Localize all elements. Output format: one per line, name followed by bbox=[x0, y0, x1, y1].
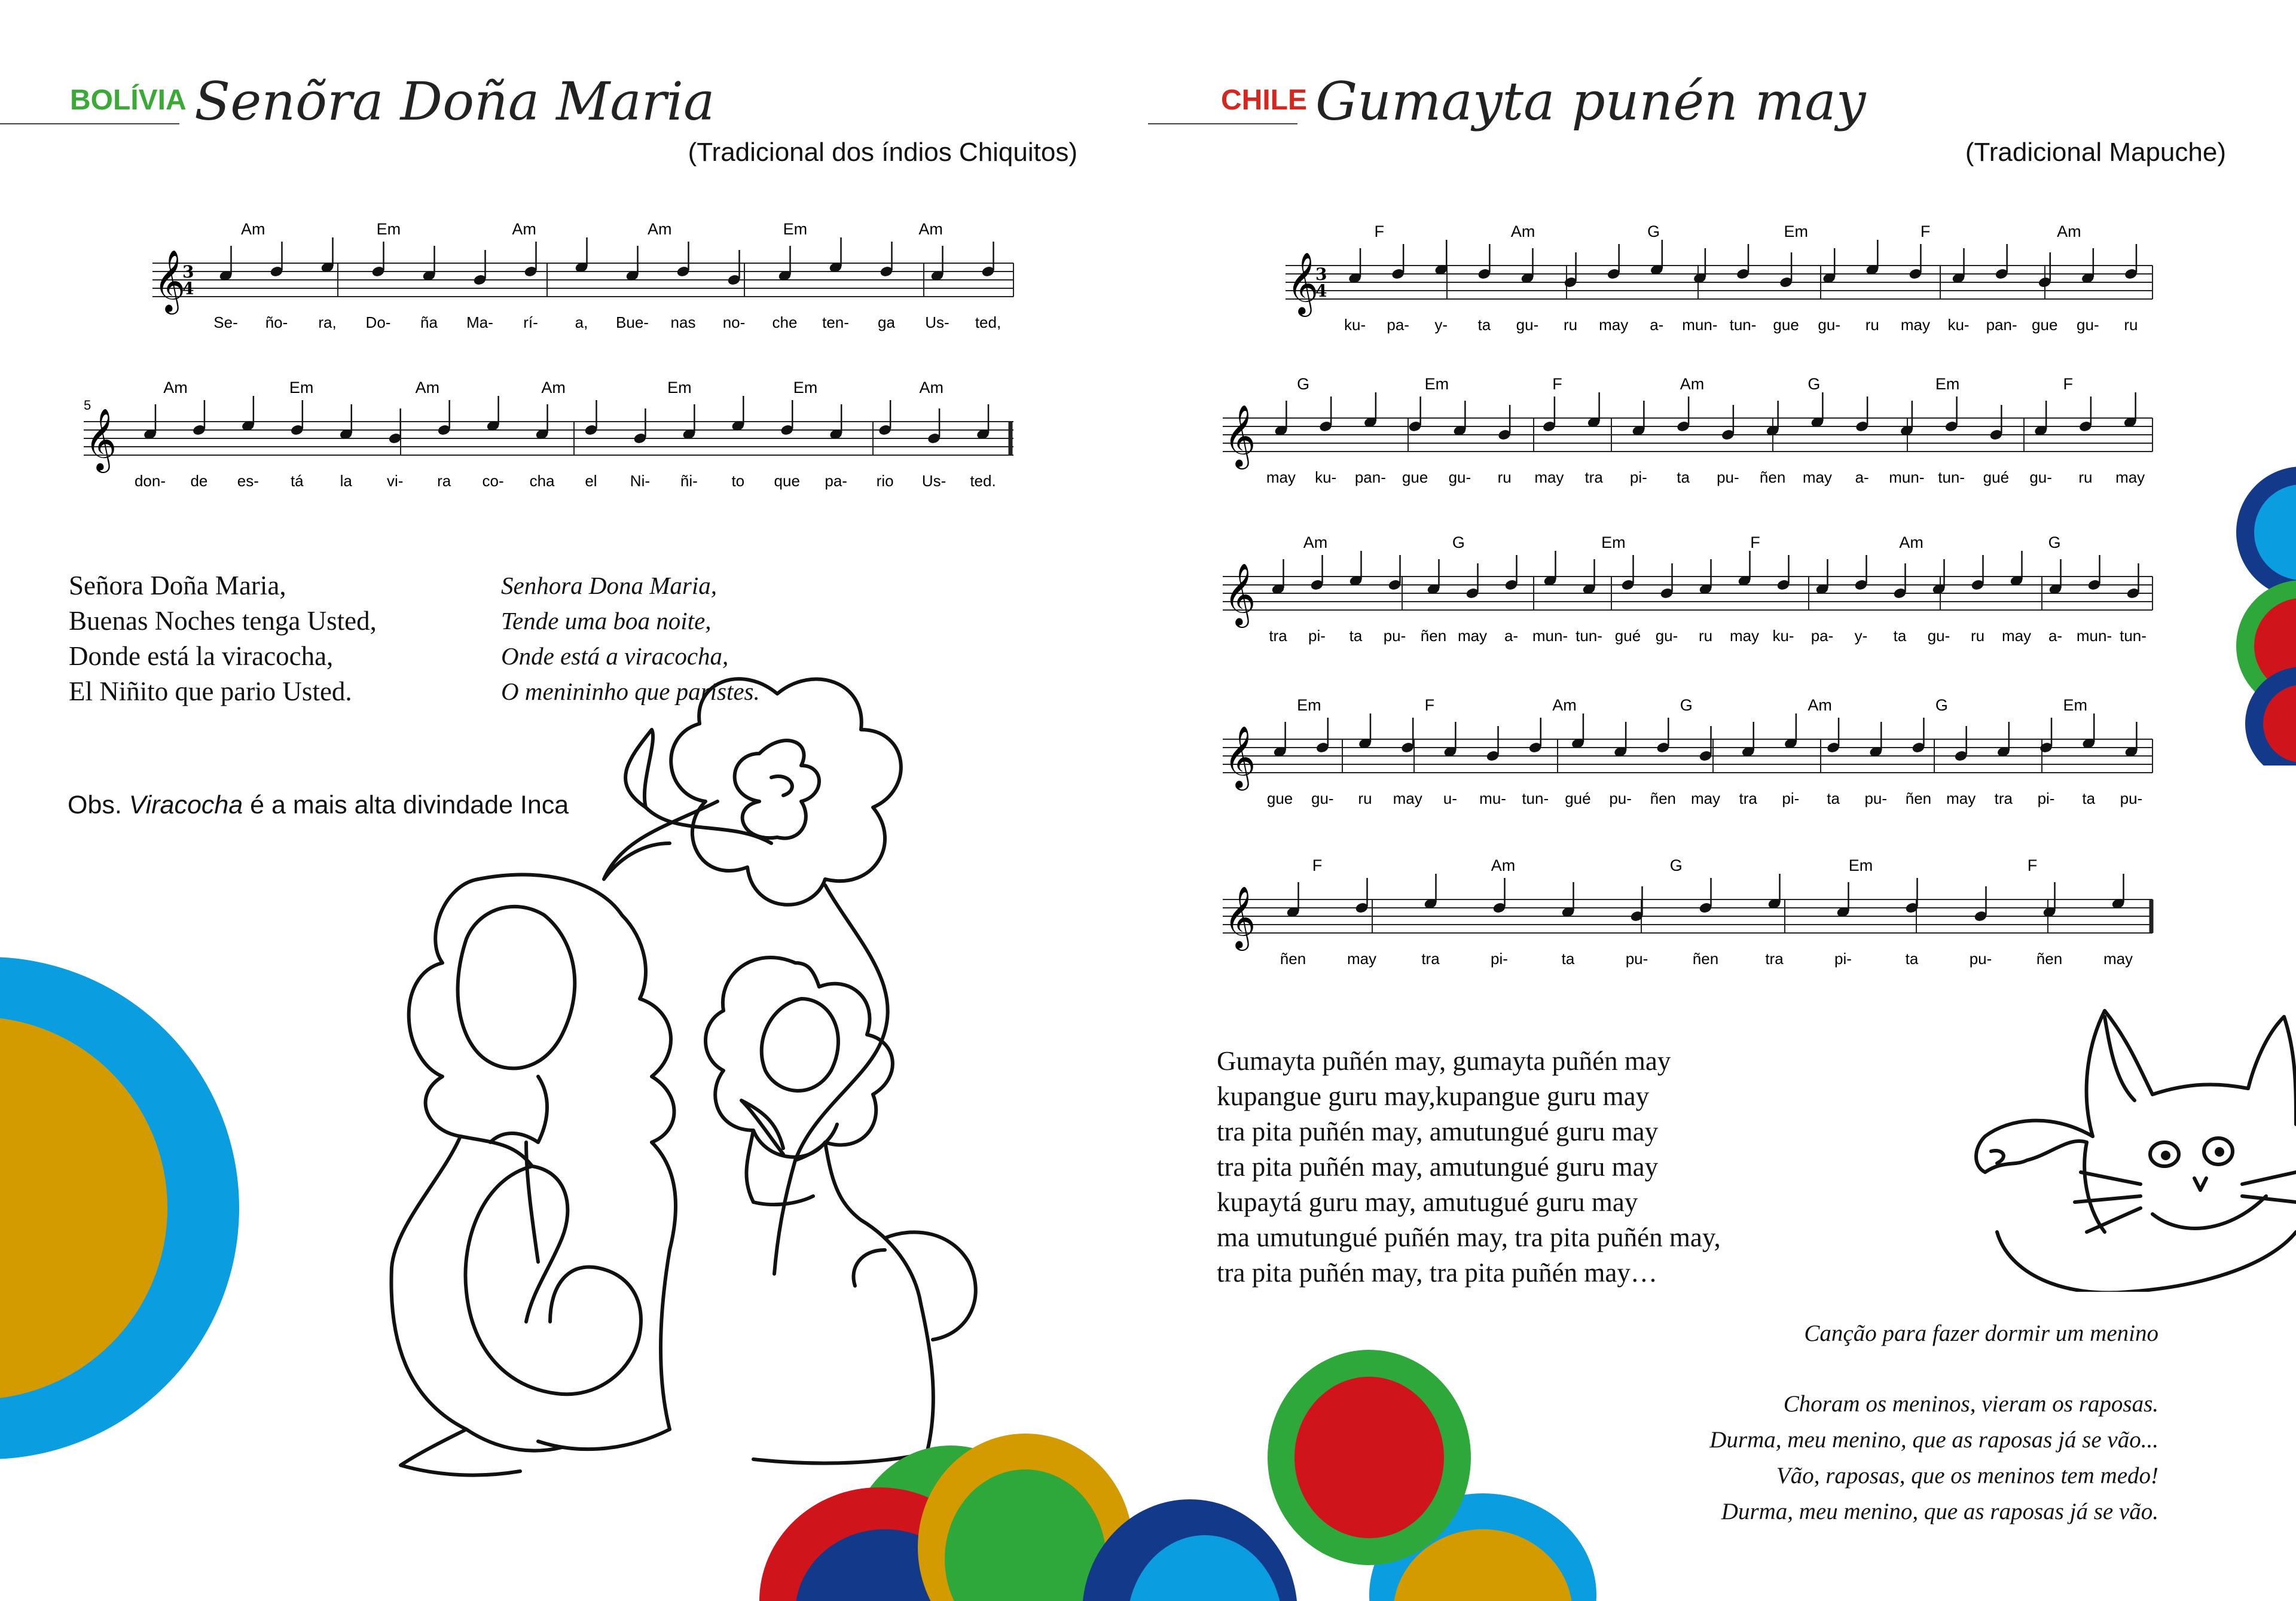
lyric-syllable: ñen bbox=[1650, 789, 1677, 807]
chord-symbol: F bbox=[1312, 856, 1323, 874]
lyric-syllable: gue bbox=[1773, 316, 1799, 334]
lyric-syllable: may bbox=[1266, 468, 1296, 486]
time-signature-bottom: 4 bbox=[1315, 281, 1327, 301]
lyric-syllable: de bbox=[190, 472, 208, 490]
chord-symbol: Am bbox=[541, 379, 566, 397]
lyric-line: kupangue guru may,kupangue guru may bbox=[1217, 1081, 1650, 1111]
chord-symbol: Em bbox=[1601, 533, 1626, 551]
right-decorative-circles bbox=[2224, 466, 2296, 766]
chord-symbol: Em bbox=[289, 379, 314, 397]
lyric-syllable: ted. bbox=[970, 472, 996, 490]
chile-system-4 bbox=[1223, 696, 2152, 807]
chord-symbol: Am bbox=[1552, 696, 1577, 714]
chile-system-5 bbox=[1223, 856, 2152, 968]
lyric-syllable: may bbox=[1802, 468, 1832, 486]
chord-symbol: Em bbox=[1297, 696, 1321, 714]
lyric-syllable: gu- bbox=[1516, 316, 1539, 334]
lyric-line: tra pita puñén may, amutungué guru may bbox=[1217, 1152, 1659, 1182]
lyric-syllable: ñen bbox=[1280, 950, 1306, 968]
chord-symbol: G bbox=[2048, 533, 2061, 551]
chile-header-rule bbox=[1148, 123, 1297, 124]
chord-symbol: Em bbox=[2063, 696, 2087, 714]
chord-symbol: G bbox=[1297, 375, 1310, 393]
lyric-syllable: may bbox=[1690, 789, 1721, 807]
lyric-syllable: may bbox=[1393, 789, 1422, 807]
lyric-syllable: gu- bbox=[2077, 316, 2099, 334]
chord-symbol: Em bbox=[667, 379, 692, 397]
chile-poem bbox=[1709, 1316, 2158, 1530]
lyric-syllable: pu- bbox=[1609, 789, 1632, 807]
chord-symbol: G bbox=[1680, 696, 1693, 714]
bolivia-country-label: BOLÍVIA bbox=[70, 84, 187, 116]
lyric-syllable: ku- bbox=[1315, 468, 1337, 486]
lyric-syllable: pi- bbox=[1491, 950, 1508, 968]
lyric-syllable: ku- bbox=[1947, 316, 1970, 334]
lyric-syllable: tra bbox=[1739, 789, 1757, 807]
lyric-syllable: tun- bbox=[1522, 789, 1549, 807]
chord-symbol: F bbox=[2027, 856, 2038, 874]
lyric-syllable: que bbox=[774, 472, 800, 490]
lyric-syllable: ñen bbox=[2036, 950, 2063, 968]
lyric-syllable: pu- bbox=[1717, 468, 1739, 486]
lyric-syllable: pu- bbox=[1864, 789, 1888, 807]
chile-song-origin: (Tradicional Mapuche) bbox=[1965, 138, 2226, 167]
chord-symbol: Am bbox=[1491, 856, 1516, 874]
obs-prefix: Obs. bbox=[68, 791, 122, 819]
staff-lines bbox=[1286, 266, 2152, 299]
chord-symbol: F bbox=[1552, 375, 1562, 393]
measure-number: 5 bbox=[84, 398, 91, 413]
chord-symbol: Em bbox=[1784, 222, 1808, 240]
treble-clef-icon: 𝄞 bbox=[1224, 404, 1256, 467]
lyric-syllable: tra bbox=[1421, 950, 1440, 968]
time-signature: 3 bbox=[182, 262, 194, 282]
lyric-syllable: ñen bbox=[1692, 950, 1719, 968]
lyric-syllable: ku- bbox=[1344, 316, 1366, 334]
lyric-syllable: u- bbox=[1443, 789, 1457, 807]
lyric-syllable: ru bbox=[1564, 316, 1578, 334]
lyric-syllable: a, bbox=[575, 313, 588, 331]
lyric-syllable: ño- bbox=[265, 313, 288, 331]
obs-term: Viracocha bbox=[129, 791, 243, 819]
lyric-syllable: a- bbox=[1650, 316, 1664, 334]
lyric-syllable: gu- bbox=[1311, 789, 1334, 807]
lyric-syllable: ta bbox=[1349, 627, 1363, 645]
chord-symbol: Am bbox=[1303, 533, 1328, 551]
lyric-line: kupaytá guru may, amutugué guru may bbox=[1217, 1187, 1638, 1217]
poem-title: Canção para fazer dormir um menino bbox=[1804, 1321, 2158, 1346]
lyric-syllable: may bbox=[1900, 316, 1930, 334]
lyric-syllable: tá bbox=[290, 472, 304, 490]
chord-symbol: Am bbox=[918, 220, 943, 238]
lyric-syllable: gu- bbox=[1927, 627, 1950, 645]
lyric-syllable: a- bbox=[1504, 627, 1519, 645]
lyric-line: Señora Doña Maria, bbox=[69, 571, 286, 600]
time-signature-bottom: 4 bbox=[182, 279, 194, 298]
chord-symbol: Am bbox=[919, 379, 944, 397]
chord-symbol: Em bbox=[1424, 375, 1449, 393]
lyric-syllable: tun- bbox=[1729, 316, 1757, 334]
lyric-syllable: ru bbox=[2124, 316, 2138, 334]
lyric-syllable: tra bbox=[1994, 789, 2013, 807]
lyric-syllable: gu- bbox=[1818, 316, 1840, 334]
lyric-syllable: ru bbox=[1698, 627, 1713, 645]
lyric-syllable: ñen bbox=[1759, 468, 1786, 486]
lyric-syllable: Ni- bbox=[630, 472, 651, 490]
lyric-syllable: ku- bbox=[1772, 627, 1794, 645]
lyric-syllable: pi- bbox=[1782, 789, 1800, 807]
lyric-syllable: ta bbox=[1905, 950, 1919, 968]
lyric-syllable: no- bbox=[722, 313, 746, 331]
lyric-syllable: ta bbox=[1677, 468, 1690, 486]
lyric-syllable: ta bbox=[1893, 627, 1907, 645]
lyric-syllable: may bbox=[1599, 316, 1629, 334]
lyric-syllable: pa- bbox=[1387, 316, 1409, 334]
treble-clef-icon: 𝄞 bbox=[1224, 563, 1256, 626]
lyric-syllable: mun- bbox=[1889, 468, 1925, 486]
lyric-syllable: tun- bbox=[2120, 627, 2147, 645]
lyric-syllable: ta bbox=[2082, 789, 2096, 807]
lyric-syllable: may bbox=[1457, 627, 1488, 645]
lyric-syllable: el bbox=[585, 472, 597, 490]
lyric-syllable: cha bbox=[529, 472, 555, 490]
treble-clef-icon: 𝄞 bbox=[85, 408, 117, 471]
chord-symbol: G bbox=[1935, 696, 1948, 714]
lyric-syllable: es- bbox=[237, 472, 259, 490]
lyric-syllable: pu- bbox=[1383, 627, 1406, 645]
chord-symbol: Am bbox=[1899, 533, 1923, 551]
lyric-syllable: ru bbox=[1970, 627, 1985, 645]
chord-symbol: Am bbox=[1808, 696, 1832, 714]
chord-symbol: Em bbox=[376, 220, 401, 238]
lyric-syllable: gue bbox=[2032, 316, 2058, 334]
lyric-syllable: tra bbox=[1584, 468, 1603, 486]
lyric-syllable: to bbox=[731, 472, 745, 490]
lyric-syllable: a- bbox=[2048, 627, 2063, 645]
chord-symbol: G bbox=[1669, 856, 1683, 874]
lyric-syllable: Ma- bbox=[466, 313, 493, 331]
staff-lines bbox=[84, 422, 1013, 455]
lyric-syllable: gu- bbox=[2029, 468, 2052, 486]
lyric-syllable: may bbox=[2103, 950, 2133, 968]
chord-symbol: Am bbox=[1510, 222, 1535, 240]
lyric-syllable: tun- bbox=[1576, 627, 1602, 645]
lyric-line: Onde está a viracocha, bbox=[501, 642, 729, 670]
lyric-syllable: ru bbox=[1865, 316, 1879, 334]
poem-line: Choram os meninos, vieram os raposas. bbox=[1783, 1391, 2158, 1417]
chord-symbol: Am bbox=[163, 379, 188, 397]
chord-symbol: Em bbox=[783, 220, 808, 238]
bolivia-system-2 bbox=[84, 379, 1013, 490]
lyric-syllable: ta bbox=[1827, 789, 1840, 807]
lyric-syllable: Us- bbox=[925, 313, 949, 331]
lyric-syllable: ru bbox=[2078, 468, 2093, 486]
lyric-syllable: ta bbox=[1477, 316, 1491, 334]
time-signature: 3 bbox=[1315, 264, 1327, 284]
chord-symbol: Am bbox=[1680, 375, 1705, 393]
lyric-syllable: ta bbox=[1561, 950, 1575, 968]
lyric-syllable: Us- bbox=[921, 472, 947, 490]
chord-symbol: Em bbox=[1848, 856, 1873, 874]
treble-clef-icon: 𝄞 bbox=[1224, 725, 1256, 788]
lyric-syllable: gue bbox=[1266, 789, 1293, 807]
lyric-syllable: co- bbox=[482, 472, 504, 490]
lyric-syllable: may bbox=[2115, 468, 2145, 486]
chord-symbol: Am bbox=[2057, 222, 2081, 240]
lyric-syllable: don- bbox=[134, 472, 166, 490]
lyric-syllable: may bbox=[1946, 789, 1976, 807]
lyric-syllable: Se- bbox=[213, 313, 238, 331]
treble-clef-icon: 𝄞 bbox=[154, 249, 186, 312]
cat-drawing bbox=[1961, 993, 2296, 1292]
lyric-syllable: mun- bbox=[2076, 627, 2112, 645]
lyric-syllable: may bbox=[1347, 950, 1377, 968]
lyric-syllable: ru bbox=[1497, 468, 1512, 486]
obs-text: é a mais alta divindade Inca bbox=[250, 791, 569, 819]
lyric-syllable: tra bbox=[1269, 627, 1287, 645]
lyric-syllable: vi- bbox=[386, 472, 404, 490]
lyric-syllable: pi- bbox=[1834, 950, 1852, 968]
lyric-syllable: may bbox=[2001, 627, 2032, 645]
chord-symbol: Am bbox=[512, 220, 536, 238]
bolivia-score bbox=[60, 203, 1076, 514]
lyric-syllable: nas bbox=[670, 313, 696, 331]
lyric-syllable: pi- bbox=[1629, 468, 1647, 486]
lyric-syllable: mu- bbox=[1479, 789, 1506, 807]
poem-line: Durma, meu menino, que as raposas já se vão... bbox=[1709, 1427, 2158, 1453]
lyric-syllable: la bbox=[340, 472, 352, 490]
chord-symbol: F bbox=[1920, 222, 1931, 240]
lyric-syllable: che bbox=[772, 313, 798, 331]
chord-symbol: G bbox=[1808, 375, 1821, 393]
lyric-syllable: mun- bbox=[1532, 627, 1568, 645]
lyric-syllable: ted, bbox=[975, 313, 1002, 331]
lyric-line: Donde está la viracocha, bbox=[69, 641, 334, 671]
lyric-syllable: pu- bbox=[1625, 950, 1648, 968]
lyric-line: Gumayta puñén may, gumayta puñén may bbox=[1217, 1046, 1671, 1076]
lyric-syllable: gué bbox=[1983, 468, 2010, 486]
lyric-syllable: y- bbox=[1854, 627, 1868, 645]
chile-country-label: CHILE bbox=[1221, 84, 1307, 116]
chord-symbol: Am bbox=[648, 220, 672, 238]
lyric-syllable: pi- bbox=[2037, 789, 2055, 807]
lyric-line: El Niñito que pario Usted. bbox=[69, 676, 352, 706]
lyric-line: tra pita puñén may, tra pita puñén may… bbox=[1217, 1258, 1657, 1288]
lyric-syllable: rí- bbox=[523, 313, 538, 331]
lyric-line: Buenas Noches tenga Usted, bbox=[69, 606, 377, 636]
lyric-syllable: pu- bbox=[2120, 789, 2143, 807]
chord-symbol: G bbox=[1452, 533, 1465, 551]
lyric-syllable: ñen bbox=[1420, 627, 1447, 645]
lyric-line: O menininho que paristes. bbox=[501, 678, 760, 705]
chord-symbol: F bbox=[1424, 696, 1435, 714]
lyric-syllable: ñen bbox=[1905, 789, 1932, 807]
lyric-syllable: pa- bbox=[825, 472, 847, 490]
lyric-syllable: ru bbox=[1358, 789, 1372, 807]
treble-clef-icon: 𝄞 bbox=[1287, 252, 1319, 315]
lyric-syllable: may bbox=[1534, 468, 1564, 486]
bottom-decorative-circles bbox=[759, 1350, 1656, 1601]
chord-symbol: Am bbox=[415, 379, 440, 397]
chord-symbol: F bbox=[1374, 222, 1384, 240]
lyric-syllable: ñi- bbox=[680, 472, 698, 490]
chile-system-2 bbox=[1223, 375, 2152, 486]
lyric-syllable: ra bbox=[437, 472, 451, 490]
lyric-syllable: ra, bbox=[318, 313, 337, 331]
treble-clef-icon: 𝄞 bbox=[1224, 886, 1256, 949]
lyric-syllable: gué bbox=[1565, 789, 1591, 807]
lyric-line: Tende uma boa noite, bbox=[501, 607, 712, 635]
lyric-syllable: pan- bbox=[1354, 468, 1386, 486]
bolivia-song-origin: (Tradicional dos índios Chiquitos) bbox=[688, 138, 1077, 167]
chile-system-3 bbox=[1223, 533, 2152, 645]
poem-line: Durma, meu menino, que as raposas já se vão. bbox=[1721, 1499, 2158, 1524]
bolivia-system-1 bbox=[152, 220, 1013, 331]
chord-symbol: G bbox=[1647, 222, 1660, 240]
lyric-syllable: pu- bbox=[1969, 950, 1992, 968]
lyric-syllable: mun- bbox=[1682, 316, 1718, 334]
chile-lyrics bbox=[1217, 1044, 1721, 1291]
lyric-syllable: tra bbox=[1765, 950, 1784, 968]
lyric-syllable: y- bbox=[1434, 316, 1448, 334]
lyric-syllable: Bue- bbox=[616, 313, 649, 331]
poem-line: Vão, raposas, que os meninos tem medo! bbox=[1776, 1463, 2158, 1489]
lyric-syllable: may bbox=[1729, 627, 1760, 645]
chile-system-1 bbox=[1286, 222, 2152, 334]
chord-symbol: Am bbox=[241, 220, 265, 238]
chile-score bbox=[1220, 203, 2200, 993]
chord-symbol: Em bbox=[1935, 375, 1960, 393]
lyric-syllable: ten- bbox=[822, 313, 849, 331]
lyric-syllable: Do- bbox=[365, 313, 391, 331]
lyric-syllable: pi- bbox=[1308, 627, 1326, 645]
bolivia-header-rule bbox=[0, 123, 179, 124]
lyric-syllable: rio bbox=[876, 472, 894, 490]
left-decorative-circle bbox=[0, 921, 251, 1579]
chord-symbol: F bbox=[2063, 375, 2073, 393]
lyric-line: Senhora Dona Maria, bbox=[501, 572, 718, 599]
chord-symbol: F bbox=[1750, 533, 1760, 551]
lyric-syllable: tun- bbox=[1938, 468, 1965, 486]
chord-symbol: Em bbox=[793, 379, 818, 397]
lyric-syllable: pa- bbox=[1810, 627, 1834, 645]
lyric-syllable: gué bbox=[1614, 627, 1641, 645]
lyric-syllable: a- bbox=[1855, 468, 1869, 486]
lyric-syllable: ga bbox=[878, 313, 895, 331]
lyric-syllable: gu- bbox=[1655, 627, 1678, 645]
lyric-syllable: gue bbox=[1402, 468, 1428, 486]
bolivia-song-title: Senõra Doña Maria bbox=[194, 71, 715, 132]
lyric-line: tra pita puñén may, amutungué guru may bbox=[1217, 1117, 1659, 1146]
lyric-line: ma umutungué puñén may, tra pita puñén may, bbox=[1217, 1222, 1721, 1252]
lyric-syllable: pan- bbox=[1986, 316, 2017, 334]
chile-song-title: Gumayta punén may bbox=[1315, 71, 1866, 132]
lyric-syllable: gu- bbox=[1448, 468, 1471, 486]
lyric-syllable: ña bbox=[420, 313, 438, 331]
